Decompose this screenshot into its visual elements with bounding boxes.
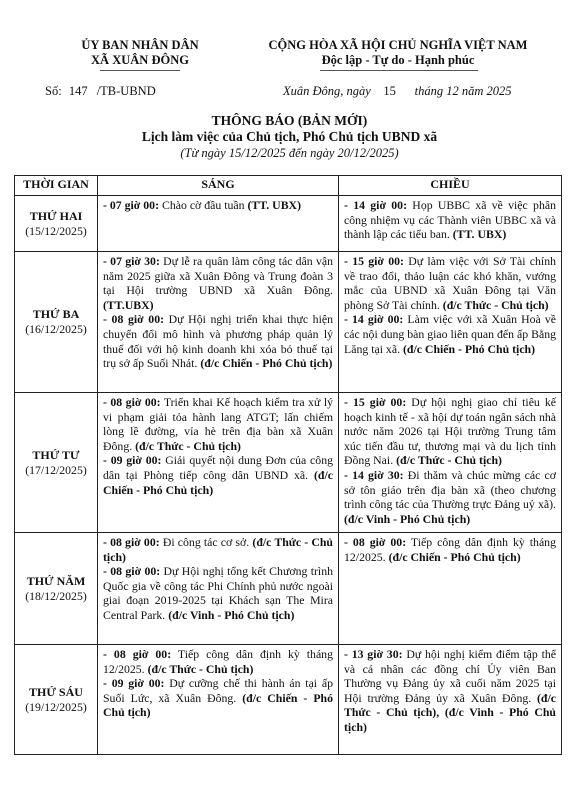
date-day: 15	[383, 84, 396, 98]
schedule-item: - 13 giờ 30: Dự hội nghị kiểm điểm tập thể và cá nhân các đồng chí Ủy viên Ban Thường vụ Đảng ủy xã cuối năm 2025 tại Hội trường Đảng ủy xã Xuân Đông. (đ/c Thức - Chủ tịch), (đ/c Vinh - Phó Chủ tịch)	[344, 647, 556, 734]
day-cell: THỨ BA (16/12/2025)	[15, 252, 98, 393]
notice-period: (Từ ngày 15/12/2025 đến ngày 20/12/2025)	[180, 146, 399, 160]
schedule-item: - 08 giờ 00: Dự Hội nghị tổng kết Chương trình Quốc gia về công tác Phi Chính phủ nước ngoài giai đoạn 2019-2025 tại Khách sạn The Mira Central Park. (đ/c Vinh - Phó Chủ tịch)	[103, 564, 333, 622]
doc-number-value: 147	[68, 84, 88, 98]
afternoon-cell	[339, 533, 562, 645]
schedule-table	[14, 175, 562, 755]
col-header-morning: SÁNG	[98, 176, 339, 196]
schedule-item: - 14 giờ 00: Làm việc với xã Xuân Hoà về các nội dung bàn giao liên quan đến ấp Bằng Lăng tại xã. (đ/c Chiến - Phó Chủ tịch)	[344, 312, 556, 356]
table-row	[15, 196, 562, 252]
table-header-row	[15, 176, 562, 196]
schedule-item: - 08 giờ 00: Triển khai Kế hoạch kiểm tra xử lý vi phạm giải tỏa hành lang ATGT; lấn chiếm lòng lề đường, vỉa hè trên địa bàn xã Xuân Đông. (đ/c Thức - Chủ tịch)	[103, 395, 333, 453]
schedule-item: - 08 giờ 00: Tiếp công dân định kỳ tháng 12/2025. (đ/c Thức - Chủ tịch)	[103, 647, 333, 676]
schedule-item: - 09 giờ 00: Dự cưỡng chế thi hành án tại ấp Suối Lức, xã Xuân Đông. (đ/c Chiến - Phó Chủ tịch)	[103, 676, 333, 720]
morning-cell	[98, 393, 339, 533]
schedule-item: - 08 giờ 00: Tiếp công dân định kỳ tháng 12/2025. (đ/c Chiến - Phó Chủ tịch)	[344, 535, 556, 564]
schedule-item: - 14 giờ 00: Họp UBBC xã về việc phân công nhiệm vụ các Thành viên UBBC xã và thành lập các tiểu ban. (TT. UBX)	[344, 198, 556, 242]
day-cell: THỨ HAI (15/12/2025)	[15, 196, 98, 252]
col-header-afternoon: CHIỀU	[339, 176, 562, 196]
morning-cell	[98, 645, 339, 755]
schedule-item: - 15 giờ 00: Dự làm việc với Sở Tài chính về trao đổi, thảo luận các khó khăn, vướng mắc của UBND xã Xuân Đông tại Văn phòng Sở Tài chính. (đ/c Thức - Chủ tịch)	[344, 254, 557, 312]
national-motto	[238, 38, 558, 68]
morning-cell	[98, 533, 339, 645]
afternoon-cell	[339, 645, 562, 755]
table-row	[15, 533, 562, 645]
document-date: Xuân Đông, ngày 15 tháng 12 năm 2025	[283, 84, 512, 98]
col-header-time: THỜI GIAN	[15, 176, 98, 196]
day-cell: THỨ SÁU (19/12/2025)	[15, 645, 98, 755]
afternoon-cell	[339, 196, 562, 252]
schedule-item: - 14 giờ 30: Đi thăm và chúc mừng các cơ sở tôn giáo trên địa bàn xã (theo chương trình công tác của Thường trực Đảng uỷ xã). (đ/c Vinh - Phó Chủ tịch)	[344, 467, 556, 526]
org-line2: XÃ XUÂN ĐÔNG	[91, 53, 189, 67]
afternoon-cell	[339, 393, 562, 533]
notice-subject: Lịch làm việc của Chủ tịch, Phó Chủ tịch UBND xã	[141, 129, 438, 144]
schedule-item: - 15 giờ 00: Dự hội nghị giao chỉ tiêu kế hoạch kinh tế - xã hội dự toán ngân sách nhà nước năm 2026 tại Hội trường Trung tâm xúc tiến đầu tư, thương mại và du lịch tỉnh Đồng Nai. (đ/c Thức - Chủ tịch)	[344, 395, 556, 468]
nation-line2: Độc lập - Tự do - Hạnh phúc	[321, 53, 475, 67]
morning-cell	[98, 252, 339, 393]
day-cell: THỨ TƯ (17/12/2025)	[15, 393, 98, 533]
motto-underline	[320, 70, 478, 71]
nation-line1: CỘNG HÒA XÃ HỘI CHỦ NGHĨA VIỆT NAM	[268, 38, 528, 52]
schedule-item: - 08 giờ 00: Dự Hội nghị triển khai thực hiện chuyển đổi mô hình và phương pháp quản lý thuế đối với hộ kinh doanh khi xóa bỏ thuế tại trụ sở ấp Suối Nhát. (đ/c Chiến - Phó Chủ tịch)	[103, 312, 333, 371]
org-line1: ỦY BAN NHÂN DÂN	[81, 38, 199, 52]
document-number: Số: 147 /TB-UBND	[45, 84, 156, 98]
morning-cell	[98, 196, 339, 252]
org-underline	[100, 70, 180, 71]
schedule-item: - 07 giờ 30: Dự lễ ra quân làm công tác dân vận năm 2025 giữa xã Xuân Đông và Trung đoàn 3 tại Hội trường UBND xã Xuân Đông. (TT.UBX)	[103, 254, 333, 312]
day-cell: THỨ NĂM (18/12/2025)	[15, 533, 98, 645]
table-row	[15, 252, 562, 393]
table-row	[15, 645, 562, 755]
issuing-authority	[45, 38, 235, 68]
schedule-item: - 09 giờ 00: Giải quyết nội dung Đơn của công dân tại Phòng tiếp công dân UBND xã. (đ/c Chiến - Phó Chủ tịch)	[103, 453, 333, 497]
schedule-item: - 07 giờ 00: Chào cờ đầu tuần (TT. UBX)	[103, 198, 302, 212]
afternoon-cell	[339, 252, 562, 393]
schedule-item: - 08 giờ 00: Đi công tác cơ sở. (đ/c Thức - Chủ tịch)	[103, 535, 333, 564]
table-row	[15, 393, 562, 533]
notice-title: THÔNG BÁO (BẢN MỚI)	[211, 113, 368, 128]
